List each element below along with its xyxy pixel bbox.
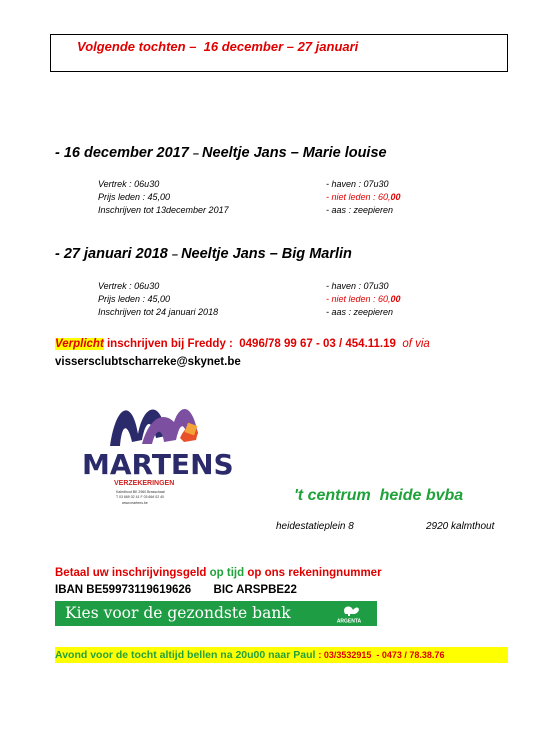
trip-2-vertrek: Vertrek : 06u30 [98,281,160,291]
sponsor-street: heidestatieplein 8 [276,521,354,532]
trip-2-title [55,246,352,262]
payment-text-2: op ons rekeningnummer [244,567,382,579]
trip-1-niet-leden-cents: 00 [390,192,401,202]
sponsor-name: 't centrum heide bvba [294,487,464,504]
trip-2-dash: – [171,249,182,261]
trip-1-date: - 16 december 2017 [55,145,193,161]
martens-logo [80,394,240,514]
registration-line [55,338,430,350]
trip-2-aas: - aas : zeepieren [326,307,394,317]
call-text: Avond voor de tocht altijd bellen na 20u00 naar Paul [55,649,319,661]
trip-1-destination: Neeltje Jans – Marie louise [202,145,387,161]
trip-1-dash: – [192,148,203,160]
verplicht-highlight: Verplicht [55,338,104,350]
payment-text-1: Betaal uw inschrijvingsgeld [55,567,210,579]
trip-2-destination: Neeltje Jans – Big Marlin [181,246,352,262]
call-numbers: : 03/3532915 - 0473 / 78.38.76 [318,650,445,660]
sponsor-city: 2920 kalmthout [426,521,495,532]
trip-1-vertrek: Vertrek : 06u30 [98,179,160,189]
trip-2-niet-leden-label: - niet leden : 60, [326,294,391,304]
martens-small-3: www.martens.be [122,501,148,505]
trip-2-prijs: Prijs leden : 45,00 [98,294,171,304]
martens-sub-text: VERZEKERINGEN [114,480,175,487]
registration-email[interactable]: vissersclubtscharreke@skynet.be [55,356,241,368]
header-title: Volgende tochten – 16 december – 27 januari [77,39,359,54]
argenta-brand-text: ARGENTA [336,618,362,624]
trip-1-niet-leden [326,192,401,202]
trip-1-title [55,145,387,161]
registration-phone: inschrijven bij Freddy : 0496/78 99 67 - 03 / 454.11.19 [103,338,400,350]
trip-1-niet-leden-label: - niet leden : 60, [326,192,391,202]
registration-of-via: of via [399,338,430,350]
trip-2-haven: - haven : 07u30 [326,281,389,291]
trip-2-niet-leden [326,294,401,304]
trip-1-inschrijven: Inschrijven tot 13december 2017 [98,205,229,215]
trip-2-date: - 27 januari 2018 [55,246,172,262]
payment-line [55,567,382,579]
argenta-banner-text: Kies voor de gezondste bank [65,604,291,622]
trip-2-inschrijven: Inschrijven tot 24 januari 2018 [98,307,219,317]
martens-brand-text: MARTENS [82,448,234,481]
payment-op-tijd: op tijd [209,567,245,579]
martens-small-2: T 03 669 02 41 F 03 666 02 40 [116,495,165,499]
argenta-logo-icon [329,602,369,624]
trip-1-prijs: Prijs leden : 45,00 [98,192,171,202]
call-line [55,647,508,663]
payment-iban: IBAN BE59973119619626 BIC ARSPBE22 [55,584,297,596]
martens-small-1: Kalmthout BK 2960 Brasschaat [116,490,165,494]
martens-logo-mark [80,394,240,514]
trip-1-haven: - haven : 07u30 [326,179,389,189]
trip-1-aas: - aas : zeepieren [326,205,394,215]
trip-2-niet-leden-cents: 00 [390,294,401,304]
argenta-banner [55,601,377,626]
